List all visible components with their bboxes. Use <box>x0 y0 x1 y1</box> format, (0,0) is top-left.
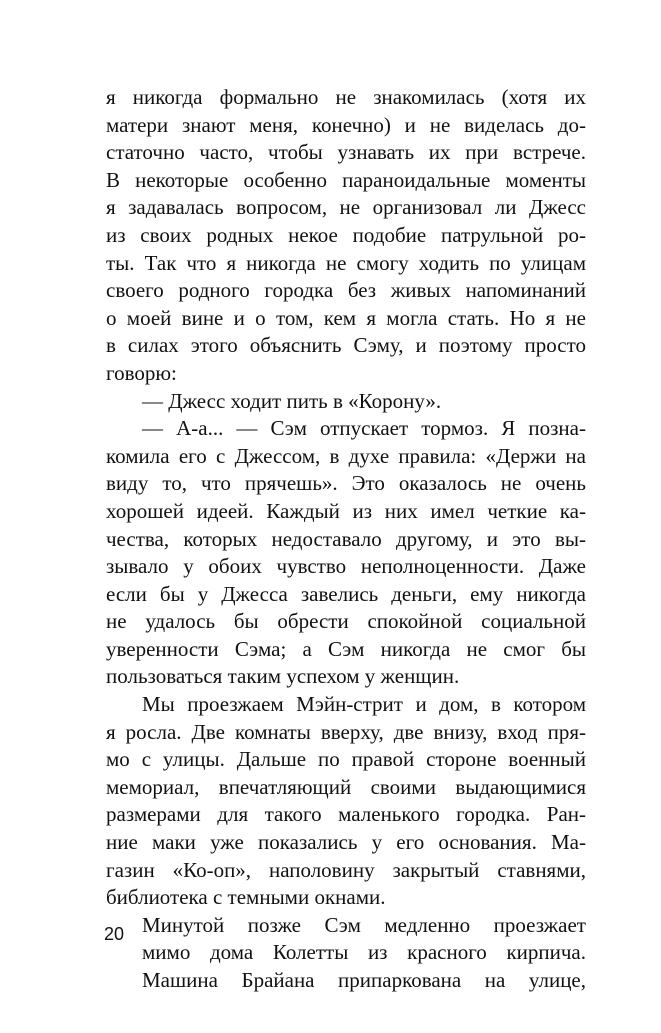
text-line: не удалось бы обрести спокойной социальной <box>106 609 586 634</box>
text-line: Минутой позже Сэм медленно проезжает <box>142 912 586 937</box>
text-line: если бы у Джесса завелись деньги, ему никогда <box>106 581 586 606</box>
text-line: матери знают меня, конечно) и не виделась до- <box>106 112 586 137</box>
text-line: В некоторые особенно параноидальные моменты <box>106 167 586 192</box>
text-line: Машина Брайана припаркована на улице, <box>142 968 586 992</box>
text-line: в силах этого объяснить Сэму, и поэтому просто <box>106 333 586 358</box>
text-line: говорю: <box>106 360 177 385</box>
text-line: я никогда формально не знакомилась (хотя их <box>106 85 586 109</box>
text-line: ты. Так что я никогда не смогу ходить по улицам <box>106 250 586 275</box>
text-line: Мы проезжаем Мэйн-стрит и дом, в котором <box>142 692 586 717</box>
text-line: мимо дома Колетты из красного кирпича. <box>142 940 586 965</box>
text-line: своего родного городка без живых напоминаний <box>106 278 586 303</box>
text-line: хорошей идеей. Каждый из них имел четкие ка- <box>106 498 586 523</box>
text-line: мо с улицы. Дальше по правой стороне военный <box>106 747 586 772</box>
text-line: — А-а... — Сэм отпускает тормоз. Я позна- <box>142 416 586 441</box>
text-line: я задавалась вопросом, не организовал ли Джесс <box>106 195 586 220</box>
text-line: комила его с Джессом, в духе правила: «Держи на <box>106 443 586 468</box>
text-line: чества, которых недоставало другому, и это вы- <box>106 526 586 551</box>
text-line: я росла. Две комнаты вверху, две внизу, вход пря- <box>106 719 586 744</box>
text-line: — Джесс ходит пить в «Корону». <box>142 388 442 413</box>
text-line: размерами для такого маленького городка. Ран- <box>106 802 586 827</box>
text-line: зывало у обоих чувство неполноценности. Даже <box>106 554 586 579</box>
text-line: уверенности Сэма; а Сэм никогда не смог бы <box>106 636 586 661</box>
text-line: библиотека с темными окнами. <box>106 885 386 910</box>
text-line: о моей вине и о том, кем я могла стать. Но я не <box>106 305 586 330</box>
text-line: статочно часто, чтобы узнавать их при встрече. <box>106 140 586 165</box>
text-line: пользоваться таким успехом у женщин. <box>106 664 460 689</box>
text-line: виду то, что прячешь». Это оказалось не очень <box>106 471 586 496</box>
text-line: мемориал, впечатляющий своими выдающимися <box>106 774 586 799</box>
page-number: 20 <box>104 924 125 944</box>
text-line: ние маки уже показались у его основания. Ма- <box>106 830 586 855</box>
text-line: газин «Ко-оп», наполовину закрытый ставнями, <box>106 857 586 882</box>
body-text <box>106 84 586 995</box>
text-line: из своих родных некое подобие патрульной ро- <box>106 222 586 247</box>
